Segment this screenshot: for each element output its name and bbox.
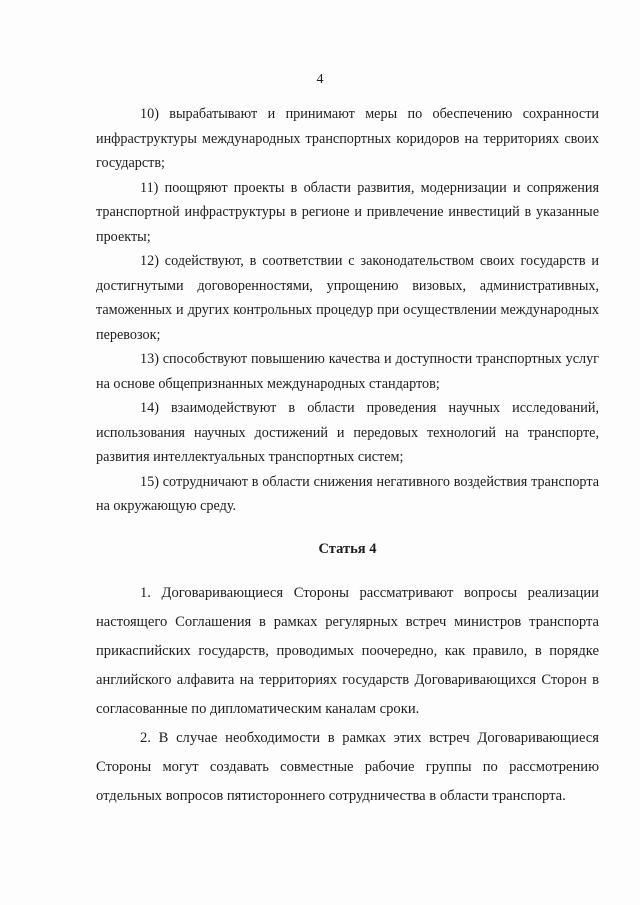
- article-paragraph-2: 2. В случае необходимости в рамках этих встреч Договаривающиеся Стороны могут создавать совместные рабочие группы по рассмотрению отдельных вопросов пятистороннего сотрудничества в области транспорта.: [96, 729, 599, 804]
- list-item-15: 15) сотрудничают в области снижения негативного воздействия транспорта на окружающую среду.: [96, 473, 599, 514]
- article-paragraph-1: 1. Договаривающиеся Стороны рассматривают вопросы реализации настоящего Соглашения в рамках регулярных встреч министров транспорта прикаспийских государств, проводимых поочередно, как правило, в порядке английского алфавита на территориях государств Договаривающихся Сторон в согласованные по дипломатическим каналам сроки.: [96, 584, 599, 717]
- document-body: [96, 102, 599, 811]
- list-item-12: 12) содействуют, в соответствии с законодательством своих государств и достигнутыми договоренностями, упрощению визовых, административных, таможенных и других контрольных процедур при осуществлении международных перевозок;: [96, 253, 599, 343]
- spacer: [96, 561, 599, 579]
- page-number: 4: [316, 72, 324, 87]
- spacer: [96, 519, 599, 537]
- article-body: [96, 579, 599, 811]
- list-item-14: 14) взаимодействуют в области проведения научных исследований, использования научных достижений и передовых технологий на транспорте, развития интеллектуальных транспортных систем;: [96, 400, 599, 465]
- list-item-13: 13) способствуют повышению качества и доступности транспортных услуг на основе общепризнанных международных стандартов;: [96, 351, 599, 392]
- list-item-11: 11) поощряют проекты в области развития, модернизации и сопряжения транспортной инфраструктуры в регионе и привлечение инвестиций в указанные проекты;: [96, 179, 599, 245]
- article-heading: Статья 4: [318, 540, 377, 557]
- list-item-10: 10) вырабатывают и принимают меры по обеспечению сохранности инфраструктуры международных транспортных коридоров на территориях своих государств;: [96, 106, 599, 171]
